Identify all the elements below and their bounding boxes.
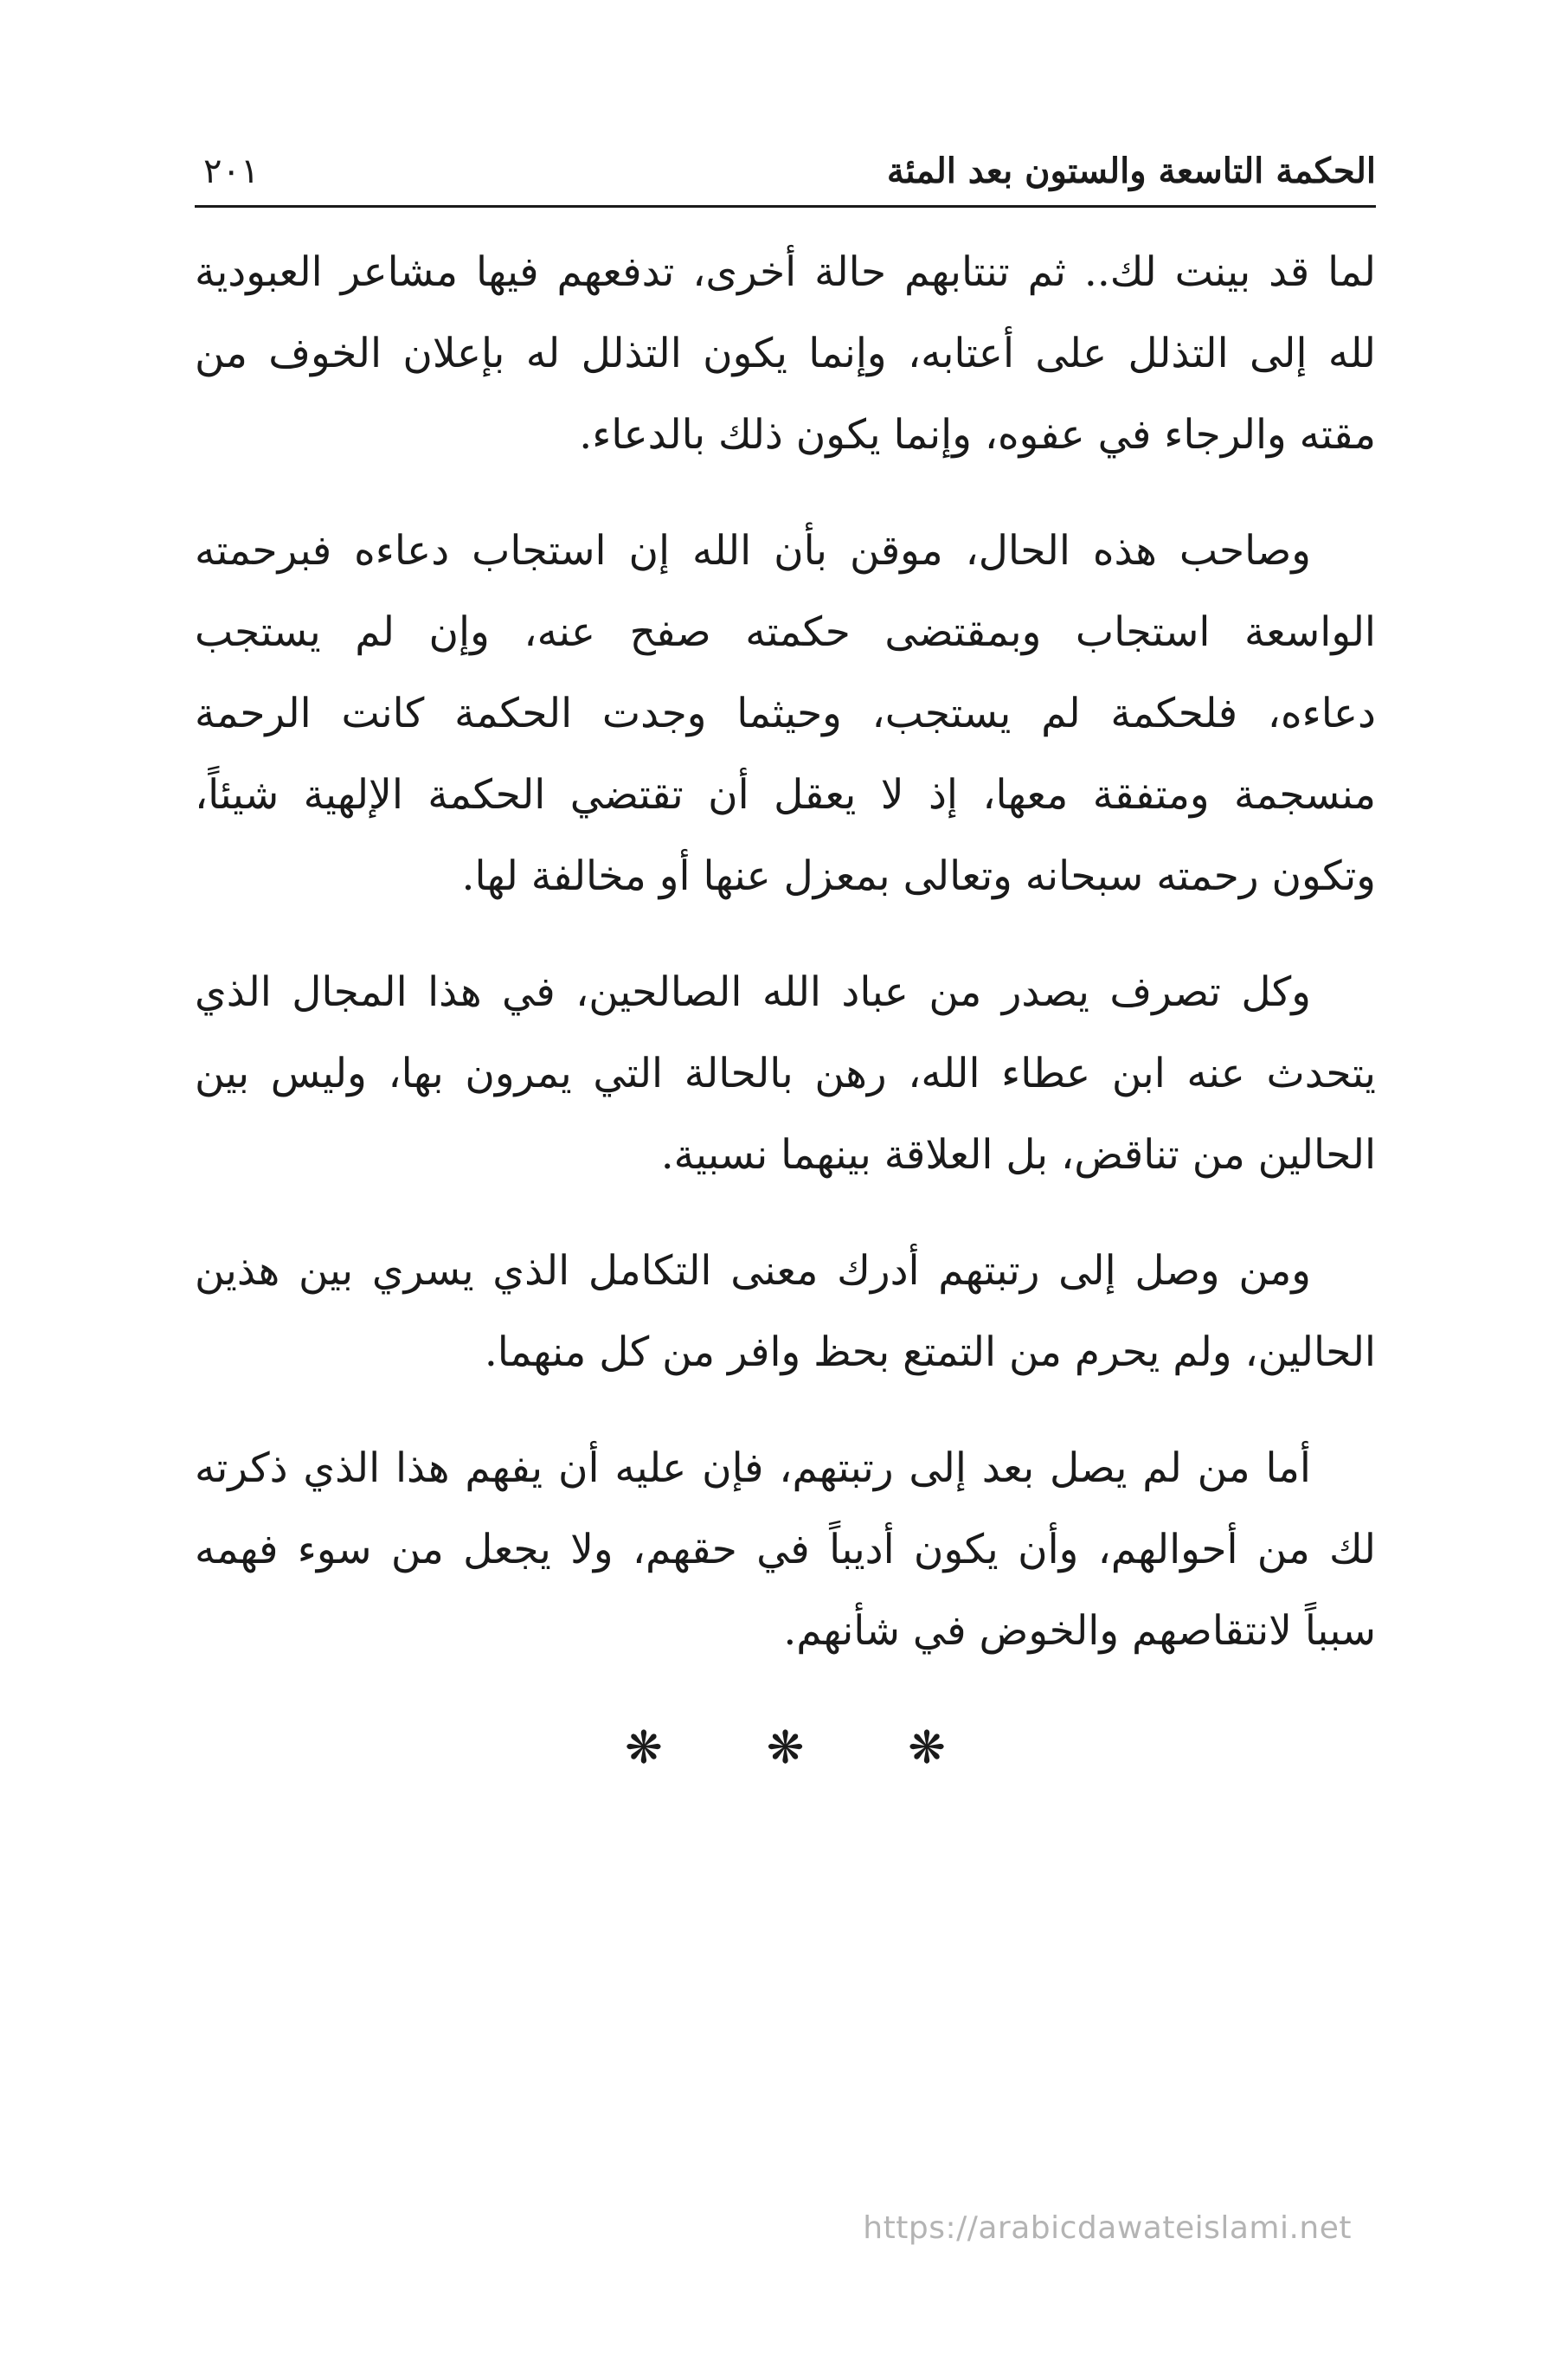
section-separator — [195, 1718, 1376, 1778]
page-number: ٢٠١ — [203, 151, 260, 191]
text-line: وتكون رحمته سبحانه وتعالى بمعزل عنها أو مخالفة لها. — [461, 852, 1376, 900]
text-line: دعاءه، فلحكمة لم يستجب، وحيثما وجدت الحكمة كانت الرحمة — [195, 690, 1376, 737]
text-line: الواسعة استجاب وبمقتضى حكمته صفح عنه، وإن لم يستجب — [195, 608, 1376, 656]
asterism-icon: ❋ — [625, 1722, 663, 1774]
paragraph-1 — [195, 232, 1376, 476]
text-line: أما من لم يصل بعد إلى رتبتهم، فإن عليه أن يفهم هذا الذي ذكرته — [195, 1444, 1311, 1492]
paragraph-2 — [195, 511, 1376, 917]
text-line: الحالين من تناقض، بل العلاقة بينهما نسبية. — [660, 1131, 1376, 1179]
text-line: يتحدث عنه ابن عطاء الله، رهن بالحالة التي يمرون بها، وليس بين — [195, 1050, 1376, 1097]
paragraph-5 — [195, 1428, 1376, 1672]
page-header — [195, 145, 1376, 197]
text-line: وصاحب هذه الحال، موقن بأن الله إن استجاب دعاءه فبرحمته — [195, 527, 1311, 575]
watermark-url: https://arabicdawateislami.net — [863, 2210, 1352, 2246]
text-line: وكل تصرف يصدر من عباد الله الصالحين، في هذا المجال الذي — [195, 968, 1311, 1016]
paragraph-3 — [195, 952, 1376, 1196]
body-text — [195, 232, 1376, 1707]
asterism-icon: ❋ — [908, 1722, 946, 1774]
text-line: مقته والرجاء في عفوه، وإنما يكون ذلك بالدعاء. — [579, 411, 1376, 459]
asterism-icon: ❋ — [766, 1722, 805, 1774]
header-rule — [195, 205, 1376, 208]
text-line: الحالين، ولم يحرم من التمتع بحظ وافر من كل منهما. — [484, 1328, 1376, 1376]
text-line: سبباً لانتقاصهم والخوض في شأنهم. — [783, 1607, 1376, 1655]
text-line: لك من أحوالهم، وأن يكون أديباً في حقهم، ولا يجعل من سوء فهمه — [195, 1526, 1376, 1573]
text-line: منسجمة ومتفقة معها، إذ لا يعقل أن تقتضي الحكمة الإلهية شيئاً، — [195, 771, 1376, 819]
running-title: الحكمة التاسعة والستون بعد المئة — [886, 151, 1376, 191]
paragraph-4 — [195, 1231, 1376, 1393]
text-line: ومن وصل إلى رتبتهم أدرك معنى التكامل الذي يسري بين هذين — [195, 1247, 1311, 1295]
text-line: لما قد بينت لك.. ثم تنتابهم حالة أخرى، تدفعهم فيها مشاعر العبودية — [195, 248, 1376, 296]
text-line: لله إلى التذلل على أعتابه، وإنما يكون التذلل له بإعلان الخوف من — [195, 330, 1376, 377]
